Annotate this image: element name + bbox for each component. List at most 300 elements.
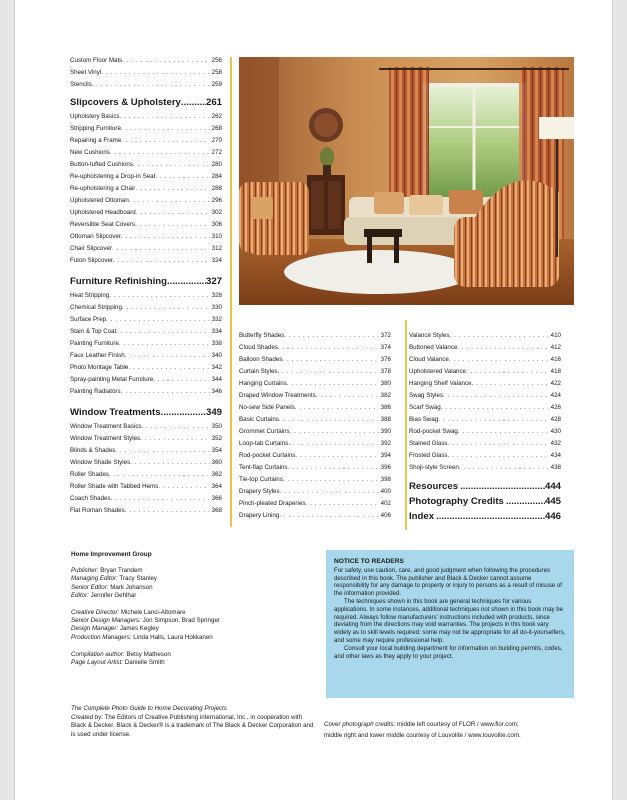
toc-entry-page: 262 <box>211 113 222 120</box>
toc-entry-title: Window Treatment Styles <box>70 435 141 442</box>
toc-entry[interactable] <box>70 350 222 362</box>
leader-dots <box>449 354 549 366</box>
toc-entry[interactable] <box>70 374 222 386</box>
toc-entry-page: 324 <box>211 257 222 264</box>
credit-role: Design Manager: <box>71 625 119 633</box>
leader-dots <box>109 290 209 302</box>
leader-dots <box>158 481 209 493</box>
toc-entry-page: 386 <box>380 404 391 411</box>
toc-entry[interactable] <box>70 493 222 505</box>
toc-entry-title: Curtain Styles <box>239 368 278 375</box>
credit-line <box>71 651 301 659</box>
back-matter-title: Resources <box>409 481 459 492</box>
toc-entry-title: Pinch-pleated Draperies <box>239 500 306 507</box>
toc-entry[interactable] <box>70 67 222 79</box>
leader-dots <box>161 406 206 420</box>
toc-entry[interactable] <box>70 123 222 135</box>
toc-entry[interactable] <box>239 486 391 498</box>
leader-dots <box>287 378 379 390</box>
toc-entry-title: Balloon Shades <box>239 356 283 363</box>
toc-entry[interactable] <box>70 302 222 314</box>
toc-entry[interactable] <box>70 362 222 374</box>
toc-entry-title: Stain & Top Coat <box>70 328 117 335</box>
toc-entry-page: 368 <box>211 507 222 514</box>
toc-entry-page: 388 <box>380 416 391 423</box>
leader-dots <box>112 243 210 255</box>
leader-dots <box>472 378 549 390</box>
toc-entry[interactable] <box>239 390 391 402</box>
toc-entry-page: 306 <box>211 221 222 228</box>
toc-entry-page: 426 <box>550 404 561 411</box>
leader-dots <box>113 255 210 267</box>
toc-right-column <box>409 330 561 525</box>
back-matter-entry[interactable] <box>409 480 561 494</box>
toc-entry-title: Upholstery Basics <box>70 113 120 120</box>
credit-line <box>71 617 301 625</box>
toc-entry-page: 344 <box>211 376 222 383</box>
toc-entry[interactable] <box>239 354 391 366</box>
toc-middle-list <box>239 330 391 522</box>
toc-entry-page: 418 <box>550 368 561 375</box>
credit-name: Mark Johanson <box>110 583 153 591</box>
leader-dots <box>466 366 549 378</box>
toc-entry-title: Re-upholstering a Chair <box>70 185 136 192</box>
toc-entry-title: Chair Slipcover <box>70 245 112 252</box>
toc-entry-page: 438 <box>550 464 561 471</box>
toc-entry[interactable] <box>409 342 561 354</box>
leader-dots <box>448 450 549 462</box>
toc-entry-title: Drapery Lining <box>239 512 280 519</box>
leader-dots <box>153 374 209 386</box>
leader-dots <box>449 330 548 342</box>
toc-entry-title: Drapery Styles <box>239 488 280 495</box>
credit-role: Senior Editor: <box>71 583 109 591</box>
leader-dots <box>122 302 210 314</box>
credit-line <box>71 584 301 592</box>
leader-dots <box>295 402 379 414</box>
toc-entry-page: 312 <box>211 245 222 252</box>
section-heading-page: 327 <box>205 276 222 287</box>
section-heading-page: 261 <box>205 97 222 108</box>
credit-name: Danielle Smith <box>124 659 165 667</box>
book-title: The Complete Photo Guide to Home Decorating Projects <box>71 705 227 712</box>
toc-entry-page: 428 <box>550 416 561 423</box>
toc-entry[interactable] <box>409 450 561 462</box>
leader-dots <box>125 350 210 362</box>
toc-entry-page: 272 <box>211 149 222 156</box>
toc-entry-title: Tie-top Curtains <box>239 476 283 483</box>
toc-entry[interactable] <box>70 79 222 91</box>
section-heading-title: Furniture Refinishing <box>70 276 168 287</box>
toc-entry-title: Roller Shades <box>70 471 109 478</box>
toc-entry-page: 378 <box>380 368 391 375</box>
toc-entry[interactable] <box>70 314 222 326</box>
credit-name: Jon Simpson, Brad Springer <box>142 617 220 625</box>
toc-entry[interactable] <box>70 326 222 338</box>
leader-dots <box>288 462 379 474</box>
toc-entry-page: 268 <box>211 125 222 132</box>
leader-dots <box>109 469 210 481</box>
toc-entry-title: Rod-pocket Curtains <box>239 452 296 459</box>
toc-entry[interactable] <box>70 421 222 433</box>
credits-group-compilation <box>71 651 301 667</box>
cover-credits-line-1: Cover photograph credits; middle left courtesy of FLOR / www.flor.com; <box>324 721 519 728</box>
toc-entry-page: 310 <box>211 233 222 240</box>
toc-entry[interactable] <box>239 378 391 390</box>
leader-dots <box>279 510 378 522</box>
toc-entry[interactable] <box>70 135 222 147</box>
toc-entry[interactable] <box>409 402 561 414</box>
toc-entry[interactable] <box>70 231 222 243</box>
leader-dots <box>181 96 206 110</box>
leader-dots <box>121 386 210 398</box>
leader-dots <box>140 433 210 445</box>
toc-entry[interactable] <box>239 498 391 510</box>
toc-entry-page: 258 <box>211 69 222 76</box>
section-heading-page: 349 <box>205 407 222 418</box>
toc-entry-page: 394 <box>380 452 391 459</box>
toc-entry-title: Grommet Curtains <box>239 428 290 435</box>
toc-entry-page: 346 <box>211 388 222 395</box>
toc-entry[interactable] <box>239 330 391 342</box>
leader-dots <box>92 79 210 91</box>
toc-entry-page: 366 <box>211 495 222 502</box>
toc-entry-title: Butterfly Shades <box>239 332 285 339</box>
created-by: Created by: The Editors of Creative Publishing international, Inc., in cooperation with Black & Decker. Black & Decker® is a trademark of The Black & Decker Corporation and is used under license. <box>71 713 314 738</box>
toc-entry-page: 270 <box>211 137 222 144</box>
living-room-illustration <box>239 57 574 305</box>
leader-dots <box>135 183 209 195</box>
toc-entry[interactable] <box>239 342 391 354</box>
leader-dots <box>458 480 545 494</box>
credit-name: Michele Lanci-Altomare <box>120 609 186 617</box>
leader-dots <box>458 426 549 438</box>
toc-entry-title: Ottoman Slipcover <box>70 233 121 240</box>
toc-entry-title: Bias Swag <box>409 416 439 423</box>
toc-entry[interactable] <box>409 366 561 378</box>
toc-entry-title: Upholstered Valance <box>409 368 466 375</box>
leader-dots <box>290 426 379 438</box>
toc-entry[interactable] <box>409 390 561 402</box>
credits-group-editorial <box>71 567 301 600</box>
notice-paragraph-2: The techniques shown in this book are general techniques for various applications. In some instances, additional techniques not shown in this book may be required. Always follow manufacturers' instructions included with products, since deviating from the directions may void warranties. The projects in this book vary widely as to skill levels required: some may not be appropriate for all do-it-yourselfers, and some may require professional help. <box>334 597 566 644</box>
credit-line <box>71 567 301 575</box>
toc-entry-title: Spray-painting Metal Furniture <box>70 376 154 383</box>
credit-name: Linda Halls, Laura Hokkanen <box>133 633 213 641</box>
toc-entry[interactable] <box>239 366 391 378</box>
toc-entry-page: 422 <box>550 380 561 387</box>
toc-entry-title: Reversible Seat Covers <box>70 221 135 228</box>
leader-dots <box>441 402 549 414</box>
toc-entry-page: 400 <box>380 488 391 495</box>
toc-entry[interactable] <box>409 438 561 450</box>
toc-entry-page: 416 <box>550 356 561 363</box>
toc-entry-page: 432 <box>550 440 561 447</box>
credit-role: Senior Design Managers: <box>71 617 141 625</box>
leader-dots <box>295 450 378 462</box>
toc-entry[interactable] <box>70 159 222 171</box>
notice-paragraph-1: For safety, use caution, care, and good judgment when following the procedures described in this book. The publisher and Black & Decker cannot assume responsibility for any damage to property or injury to persons as a result of misuse of the information provided. <box>334 566 562 598</box>
toc-entry-title: Painting Furniture <box>70 340 119 347</box>
leader-dots <box>457 342 548 354</box>
toc-entry-page: 406 <box>380 512 391 519</box>
toc-entry-title: Custom Floor Mats <box>70 57 123 64</box>
toc-entry-title: Shoji-style Screen <box>409 464 459 471</box>
toc-entry[interactable] <box>70 111 222 123</box>
leader-dots <box>129 195 210 207</box>
leader-dots <box>110 147 210 159</box>
leader-dots <box>111 493 210 505</box>
toc-entry-page: 396 <box>380 464 391 471</box>
toc-entry[interactable] <box>239 450 391 462</box>
credit-role: Managing Editor: <box>71 575 118 583</box>
leader-dots <box>106 314 210 326</box>
credit-line <box>71 609 301 617</box>
toc-entry-page: 392 <box>380 440 391 447</box>
toc-entry-title: Tent-flap Curtains <box>239 464 288 471</box>
toc-middle-column <box>239 330 391 522</box>
toc-entry-page: 328 <box>211 292 222 299</box>
toc-entry-page: 350 <box>211 423 222 430</box>
toc-entry[interactable] <box>70 255 222 267</box>
toc-entry-page: 340 <box>211 352 222 359</box>
toc-entry-page: 424 <box>550 392 561 399</box>
toc-entry[interactable] <box>70 505 222 517</box>
credit-line <box>71 575 301 583</box>
toc-entry-page: 302 <box>211 209 222 216</box>
toc-entry-title: Cloud Valance <box>409 356 449 363</box>
toc-entry-page: 354 <box>211 447 222 454</box>
toc-entry[interactable] <box>70 338 222 350</box>
back-matter-page: 445 <box>544 496 561 507</box>
leader-dots <box>133 159 210 171</box>
toc-entry-title: Sheet Vinyl <box>70 69 102 76</box>
toc-entry-page: 380 <box>380 380 391 387</box>
toc-entry-page: 296 <box>211 197 222 204</box>
leader-dots <box>155 171 209 183</box>
toc-entry[interactable] <box>70 219 222 231</box>
toc-entry-title: Futon Slipcover <box>70 257 113 264</box>
toc-left-column <box>70 55 222 517</box>
leader-dots <box>136 207 210 219</box>
toc-refinishing-list <box>70 290 222 398</box>
toc-entry-title: Window Shade Styles <box>70 459 131 466</box>
leader-dots <box>278 342 379 354</box>
toc-entry-title: Surface Prep <box>70 316 107 323</box>
credits-heading: Home Improvement Group <box>71 551 152 558</box>
leader-dots <box>116 326 209 338</box>
toc-entry[interactable] <box>409 378 561 390</box>
toc-entry-page: 382 <box>380 392 391 399</box>
toc-entry-title: Upholstered Headboard <box>70 209 136 216</box>
toc-entry[interactable] <box>70 457 222 469</box>
toc-entry-title: Valance Styles <box>409 332 450 339</box>
section-heading-title: Window Treatments <box>70 407 161 418</box>
toc-entry-page: 402 <box>380 500 391 507</box>
notice-paragraph-3: Consult your local building department for information on building permits, codes, and other laws as they apply to your project. <box>334 644 563 660</box>
toc-entry[interactable] <box>239 414 391 426</box>
toc-entry[interactable] <box>239 426 391 438</box>
toc-entry-page: 398 <box>380 476 391 483</box>
leader-dots <box>122 55 209 67</box>
toc-entry[interactable] <box>70 171 222 183</box>
toc-entry[interactable] <box>70 469 222 481</box>
toc-entry-page: 362 <box>211 471 222 478</box>
toc-entry-page: 338 <box>211 340 222 347</box>
credit-name: James Kegley <box>119 625 159 633</box>
leader-dots <box>282 354 378 366</box>
toc-back-matter <box>409 480 561 524</box>
toc-entry[interactable] <box>70 445 222 457</box>
toc-entry-title: Flat Roman Shades <box>70 507 125 514</box>
toc-entry-title: Scarf Swag <box>409 404 441 411</box>
back-matter-page: 446 <box>544 511 561 522</box>
toc-entry-title: New Cushions <box>70 149 110 156</box>
toc-entry-title: Rod-pocket Swag <box>409 428 458 435</box>
back-matter-title: Photography Credits <box>409 496 504 507</box>
credits-group-design <box>71 609 301 642</box>
toc-entry-page: 430 <box>550 428 561 435</box>
section-heading-refinishing[interactable] <box>70 275 222 289</box>
toc-entry-title: Loop-tab Curtains <box>239 440 289 447</box>
toc-entry[interactable] <box>70 386 222 398</box>
toc-entry[interactable] <box>70 433 222 445</box>
section-heading-window[interactable] <box>70 406 222 420</box>
leader-dots <box>121 123 210 135</box>
toc-entry-title: Coach Shades <box>70 495 111 502</box>
toc-entry-page: 410 <box>550 332 561 339</box>
leader-dots <box>115 445 209 457</box>
toc-entry-title: Basic Curtains <box>239 416 279 423</box>
toc-entry[interactable] <box>70 183 222 195</box>
toc-entry-page: 280 <box>211 161 222 168</box>
toc-entry-page: 390 <box>380 428 391 435</box>
toc-entry[interactable] <box>409 414 561 426</box>
toc-entry-page: 342 <box>211 364 222 371</box>
leader-dots <box>125 505 210 517</box>
column-rule-right <box>405 320 407 530</box>
leader-dots <box>120 111 210 123</box>
cover-credits-line-2: middle right and lower middle courtesy of Louvolite / www.louvolite.com. <box>324 732 521 739</box>
toc-entry-page: 284 <box>211 173 222 180</box>
toc-entry-title: Repairing a Frame <box>70 137 122 144</box>
credit-line <box>71 659 301 667</box>
toc-entry[interactable] <box>409 330 561 342</box>
toc-entry-page: 374 <box>380 344 391 351</box>
page <box>14 0 613 800</box>
toc-entry[interactable] <box>409 426 561 438</box>
toc-right-list <box>409 330 561 474</box>
toc-entry[interactable] <box>70 55 222 67</box>
toc-slipcovers-list <box>70 111 222 267</box>
toc-entry-title: Window Treatment Basics <box>70 423 142 430</box>
leader-dots <box>438 414 548 426</box>
notice-to-readers-box <box>326 550 574 698</box>
leader-dots <box>101 67 209 79</box>
toc-entry-title: Frosted Glass <box>409 452 448 459</box>
toc-entry[interactable] <box>70 207 222 219</box>
toc-entry-title: Stripping Furniture <box>70 125 121 132</box>
toc-entry-page: 334 <box>211 328 222 335</box>
credit-line <box>71 592 301 600</box>
toc-entry-title: Upholstered Ottoman <box>70 197 129 204</box>
back-matter-entry[interactable] <box>409 495 561 509</box>
credit-role: Publisher: <box>71 567 99 575</box>
toc-entry[interactable] <box>70 481 222 493</box>
toc-entry-page: 259 <box>211 81 222 88</box>
notice-heading: NOTICE TO READERS <box>334 558 404 565</box>
toc-entry[interactable] <box>70 195 222 207</box>
toc-entry-page: 364 <box>211 483 222 490</box>
toc-entry[interactable] <box>409 354 561 366</box>
credit-line <box>71 634 301 642</box>
back-matter-page: 444 <box>544 481 561 492</box>
toc-entry-title: Stencils <box>70 81 92 88</box>
toc-entry-title: Chemical Stripping <box>70 304 122 311</box>
section-heading-title: Slipcovers & Upholstery <box>70 97 181 108</box>
back-matter-entry[interactable] <box>409 510 561 524</box>
toc-entry-title: Re-upholstering a Drop-in Seat <box>70 173 156 180</box>
toc-entry-page: 352 <box>211 435 222 442</box>
toc-entry-title: Faux Leather Finish <box>70 352 125 359</box>
toc-entry[interactable] <box>70 290 222 302</box>
toc-entry[interactable] <box>409 462 561 474</box>
credit-name: Tracy Stanley <box>119 575 157 583</box>
toc-entry[interactable] <box>239 510 391 522</box>
back-matter-title: Index <box>409 511 435 522</box>
leader-dots <box>288 438 378 450</box>
toc-entry[interactable] <box>239 474 391 486</box>
toc-entry[interactable] <box>239 462 391 474</box>
leader-dots <box>443 390 549 402</box>
toc-entry[interactable] <box>70 243 222 255</box>
section-heading-slipcovers[interactable] <box>70 96 222 110</box>
toc-entry-page: 434 <box>550 452 561 459</box>
toc-entry[interactable] <box>239 438 391 450</box>
toc-entry-title: Photo Montage Table <box>70 364 129 371</box>
toc-entry-page: 372 <box>380 332 391 339</box>
toc-entry[interactable] <box>70 147 222 159</box>
credit-name: Jennifer Gehlhar <box>90 591 137 599</box>
toc-entry-page: 360 <box>211 459 222 466</box>
toc-entry-page: 256 <box>211 57 222 64</box>
book-info <box>71 705 316 739</box>
leader-dots <box>283 474 379 486</box>
credit-line <box>71 625 301 633</box>
toc-entry-page: 412 <box>550 344 561 351</box>
toc-entry-page: 330 <box>211 304 222 311</box>
toc-entry[interactable] <box>239 402 391 414</box>
toc-entry-title: Buttoned Valance <box>409 344 458 351</box>
toc-entry-page: 288 <box>211 185 222 192</box>
leader-dots <box>128 362 209 374</box>
toc-entry-title: Blinds & Shades <box>70 447 116 454</box>
credit-role: Production Managers: <box>71 633 132 641</box>
toc-entry-title: Heat Stripping <box>70 292 110 299</box>
leader-dots <box>504 495 545 509</box>
leader-dots <box>121 231 210 243</box>
leader-dots <box>130 457 209 469</box>
leader-dots <box>316 390 379 402</box>
credit-role: Creative Director: <box>71 609 120 617</box>
leader-dots <box>121 135 209 147</box>
cover-photo-credits <box>324 719 584 741</box>
leader-dots <box>142 421 210 433</box>
toc-entry-title: No-sew Side Panels <box>239 404 295 411</box>
leader-dots <box>167 275 206 289</box>
toc-entry-title: Hanging Curtains <box>239 380 287 387</box>
credit-role: Compilation author: <box>71 650 125 658</box>
